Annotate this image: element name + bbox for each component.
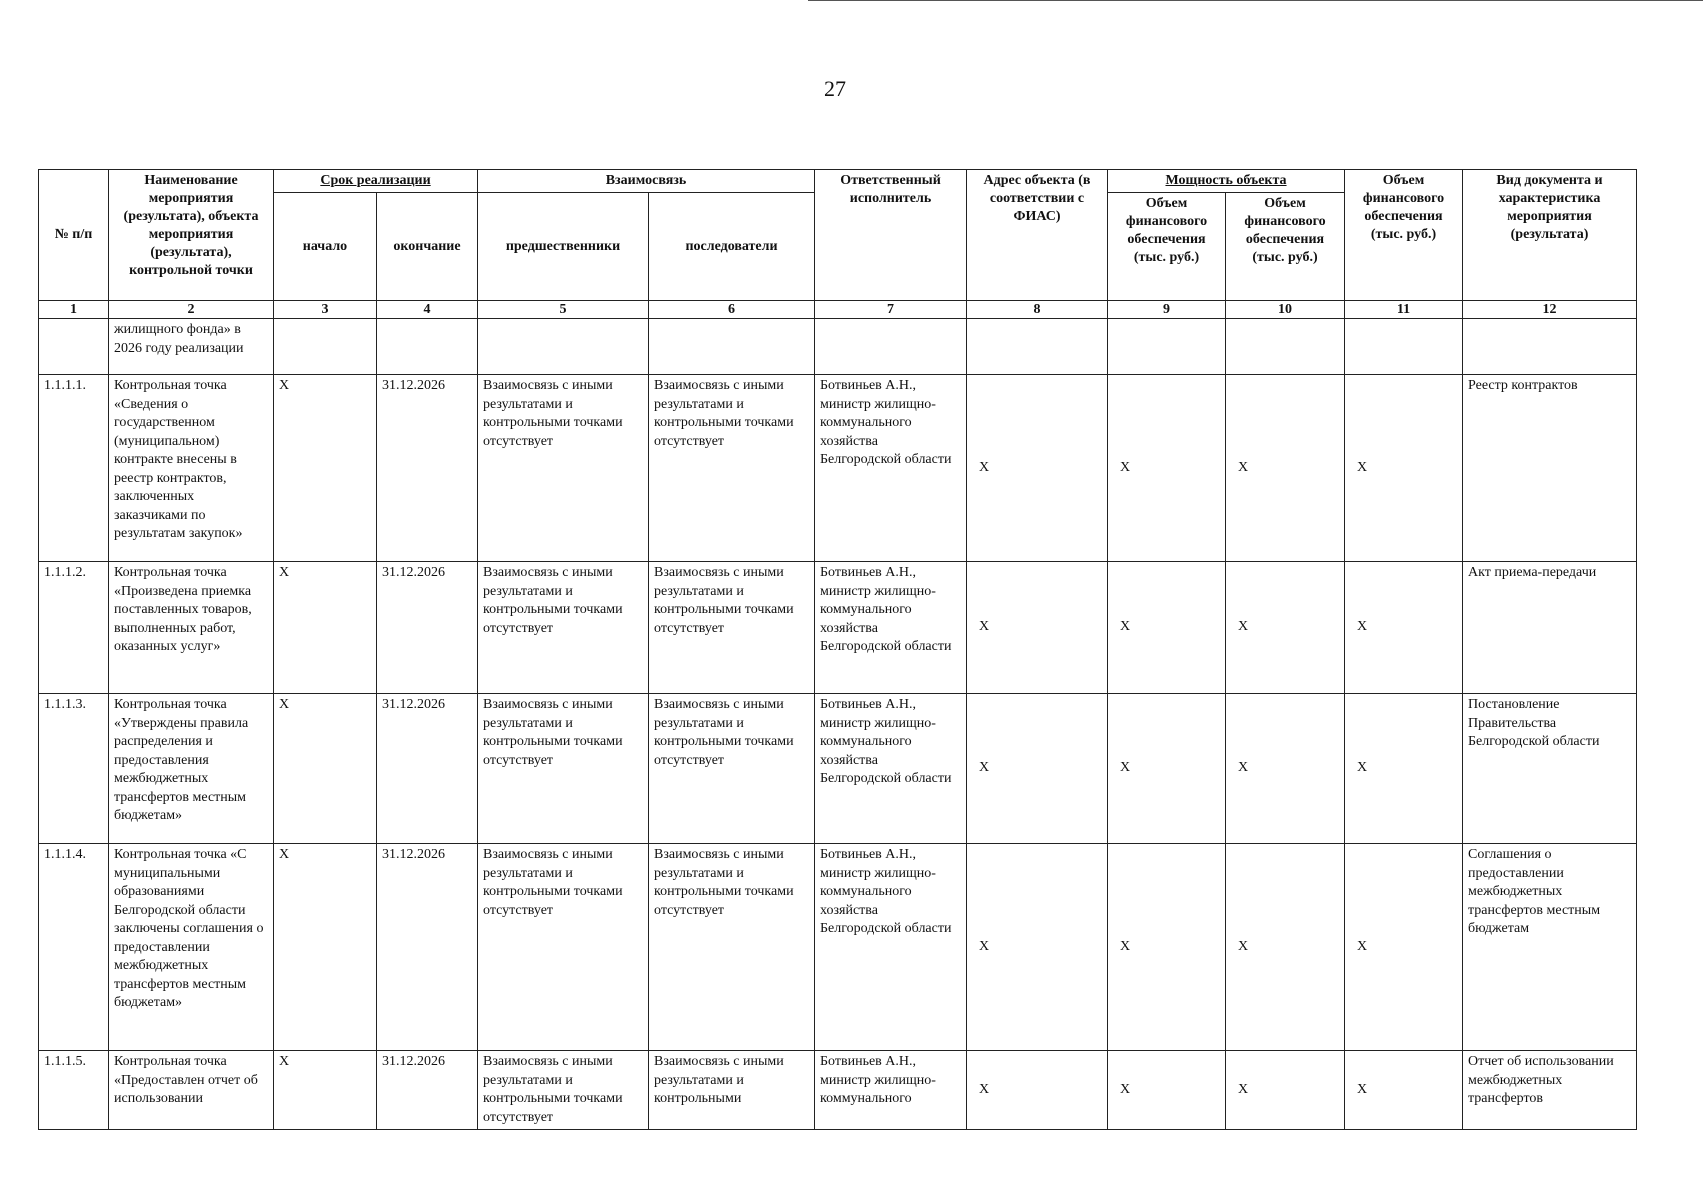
cell-num <box>39 319 109 375</box>
colnum-6: 6 <box>649 301 815 319</box>
cell-empty <box>478 319 649 375</box>
cell-name: Контрольная точка «Предоставлен отчет об использовании <box>109 1051 274 1130</box>
page-number: 27 <box>824 76 846 101</box>
cell-doc: Реестр контрактов <box>1463 375 1637 562</box>
cell-name: Контрольная точка «Сведения о государственном (муниципальном) контракте внесены в реестр контрактов, заключенных заказчиками по результатам закупок» <box>109 375 274 562</box>
cell-end: 31.12.2026 <box>377 844 478 1051</box>
cell-empty <box>1108 319 1226 375</box>
cell-fin1: X <box>1108 1051 1226 1130</box>
cell-start: X <box>274 562 377 694</box>
cell-num: 1.1.1.4. <box>39 844 109 1051</box>
colnum-11: 11 <box>1345 301 1463 319</box>
cell-num: 1.1.1.1. <box>39 375 109 562</box>
cell-doc: Акт приема-передачи <box>1463 562 1637 694</box>
header-term-group: Срок реализации <box>274 170 478 193</box>
cell-fin1: X <box>1108 844 1226 1051</box>
header-link-group: Взаимосвязь <box>478 170 815 193</box>
cell-fin2: X <box>1226 375 1345 562</box>
colnum-7: 7 <box>815 301 967 319</box>
cell-fin2: X <box>1226 562 1345 694</box>
cell-predecessors: Взаимосвязь с иными результатами и контрольными точками отсутствует <box>478 1051 649 1130</box>
cell-end: 31.12.2026 <box>377 694 478 844</box>
table-row <box>39 562 1637 694</box>
column-number-row <box>39 301 1637 319</box>
header-fin3: Объем финансового обеспечения (тыс. руб.) <box>1345 170 1463 301</box>
cell-end: 31.12.2026 <box>377 1051 478 1130</box>
header-num: № п/п <box>39 170 109 301</box>
cell-empty <box>967 319 1108 375</box>
cell-fin2: X <box>1226 1051 1345 1130</box>
cell-address: X <box>967 694 1108 844</box>
cell-fin1: X <box>1108 375 1226 562</box>
cell-responsible: Ботвиньев А.Н., министр жилищно-коммунального хозяйства Белгородской области <box>815 844 967 1051</box>
cell-empty <box>274 319 377 375</box>
cell-start: X <box>274 375 377 562</box>
colnum-10: 10 <box>1226 301 1345 319</box>
header-fin2: Объем финансового обеспечения (тыс. руб.) <box>1226 193 1345 301</box>
cell-predecessors: Взаимосвязь с иными результатами и контрольными точками отсутствует <box>478 562 649 694</box>
cell-address: X <box>967 375 1108 562</box>
cell-address: X <box>967 562 1108 694</box>
cell-start: X <box>274 1051 377 1130</box>
cell-doc: Постановление Правительства Белгородской области <box>1463 694 1637 844</box>
header-predecessors: предшественники <box>478 193 649 301</box>
header-address: Адрес объекта (в соответствии с ФИАС) <box>967 170 1108 301</box>
cell-doc: Отчет об использовании межбюджетных трансфертов <box>1463 1051 1637 1130</box>
header-doc: Вид документа и характеристика мероприятия (результата) <box>1463 170 1637 301</box>
cell-address: X <box>967 844 1108 1051</box>
cell-empty <box>377 319 478 375</box>
cell-successors: Взаимосвязь с иными результатами и контрольными точками отсутствует <box>649 844 815 1051</box>
table-row <box>39 694 1637 844</box>
cell-address: X <box>967 1051 1108 1130</box>
cell-num: 1.1.1.3. <box>39 694 109 844</box>
cell-name: Контрольная точка «С муниципальными образованиями Белгородской области заключены соглашения о предоставлении межбюджетных трансфертов местным бюджетам» <box>109 844 274 1051</box>
colnum-1: 1 <box>39 301 109 319</box>
top-rule <box>808 0 1703 1</box>
continuation-row <box>39 319 1637 375</box>
cell-end: 31.12.2026 <box>377 562 478 694</box>
cell-successors: Взаимосвязь с иными результатами и контрольными <box>649 1051 815 1130</box>
colnum-2: 2 <box>109 301 274 319</box>
cell-empty <box>815 319 967 375</box>
cell-fin3: X <box>1345 694 1463 844</box>
cell-fin3: X <box>1345 562 1463 694</box>
cell-empty <box>1345 319 1463 375</box>
table-row <box>39 375 1637 562</box>
cell-predecessors: Взаимосвязь с иными результатами и контрольными точками отсутствует <box>478 375 649 562</box>
cell-doc: Соглашения о предоставлении межбюджетных трансфертов местным бюджетам <box>1463 844 1637 1051</box>
header-row-1 <box>39 170 1637 193</box>
cell-fin3: X <box>1345 1051 1463 1130</box>
cell-responsible: Ботвиньев А.Н., министр жилищно-коммунального хозяйства Белгородской области <box>815 562 967 694</box>
header-responsible: Ответственный исполнитель <box>815 170 967 301</box>
header-name: Наименование мероприятия (результата), объекта мероприятия (результата), контрольной точки <box>109 170 274 301</box>
cell-empty <box>1463 319 1637 375</box>
table-row <box>39 844 1637 1051</box>
cell-name: Контрольная точка «Произведена приемка поставленных товаров, выполненных работ, оказанных услуг» <box>109 562 274 694</box>
cell-fin2: X <box>1226 844 1345 1051</box>
cell-fin3: X <box>1345 844 1463 1051</box>
cell-start: X <box>274 844 377 1051</box>
cell-empty <box>1226 319 1345 375</box>
cell-responsible: Ботвиньев А.Н., министр жилищно-коммунального хозяйства Белгородской области <box>815 375 967 562</box>
cell-successors: Взаимосвязь с иными результатами и контрольными точками отсутствует <box>649 694 815 844</box>
table-row <box>39 1051 1637 1130</box>
cell-name: жилищного фонда» в 2026 году реализации <box>109 319 274 375</box>
colnum-4: 4 <box>377 301 478 319</box>
action-plan-table <box>38 169 1637 1130</box>
cell-successors: Взаимосвязь с иными результатами и контрольными точками отсутствует <box>649 562 815 694</box>
cell-start: X <box>274 694 377 844</box>
colnum-3: 3 <box>274 301 377 319</box>
header-power-group: Мощность объекта <box>1108 170 1345 193</box>
cell-successors: Взаимосвязь с иными результатами и контрольными точками отсутствует <box>649 375 815 562</box>
cell-fin2: X <box>1226 694 1345 844</box>
cell-end: 31.12.2026 <box>377 375 478 562</box>
colnum-8: 8 <box>967 301 1108 319</box>
cell-fin1: X <box>1108 694 1226 844</box>
cell-empty <box>649 319 815 375</box>
header-fin1: Объем финансового обеспечения (тыс. руб.) <box>1108 193 1226 301</box>
cell-name: Контрольная точка «Утверждены правила распределения и предоставления межбюджетных трансфертов местным бюджетам» <box>109 694 274 844</box>
cell-responsible: Ботвиньев А.Н., министр жилищно-коммунального <box>815 1051 967 1130</box>
cell-num: 1.1.1.2. <box>39 562 109 694</box>
header-end: окончание <box>377 193 478 301</box>
colnum-5: 5 <box>478 301 649 319</box>
cell-predecessors: Взаимосвязь с иными результатами и контрольными точками отсутствует <box>478 844 649 1051</box>
header-start: начало <box>274 193 377 301</box>
header-successors: последователи <box>649 193 815 301</box>
cell-fin3: X <box>1345 375 1463 562</box>
cell-num: 1.1.1.5. <box>39 1051 109 1130</box>
cell-responsible: Ботвиньев А.Н., министр жилищно-коммунального хозяйства Белгородской области <box>815 694 967 844</box>
cell-fin1: X <box>1108 562 1226 694</box>
cell-predecessors: Взаимосвязь с иными результатами и контрольными точками отсутствует <box>478 694 649 844</box>
colnum-12: 12 <box>1463 301 1637 319</box>
colnum-9: 9 <box>1108 301 1226 319</box>
